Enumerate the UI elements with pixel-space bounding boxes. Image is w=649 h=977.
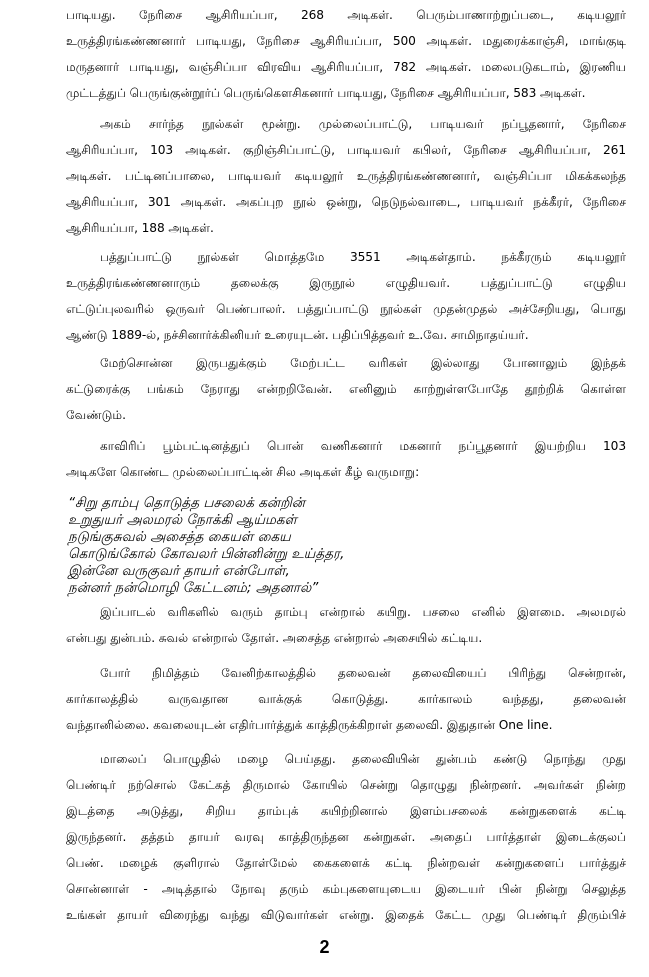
poem-line: நன்னர் நன்மொழி கேட்டனம்; அதனால்” — [68, 580, 319, 596]
poem-line: கொடுங்கோல் கோவலர் பின்னின்று உய்த்தர, — [68, 546, 345, 562]
paragraph-note — [66, 350, 626, 428]
paragraph-continuation — [66, 2, 626, 106]
poem-line: இன்னே வருகுவர் தாயர் என்போள், — [68, 563, 290, 579]
text-line: முட்டத்துப் பெருங்குன்றூர்ப் பெருங்கௌசிகனார் பாடியது, நேரிசை ஆசிரியப்பா, 583 அடிகள். — [66, 86, 586, 100]
text-line: இடத்தை அடுத்து, சிறிய தாம்புக் கயிற்றினால் இளம்பசலைக் கன்றுகளைக் கட்டி — [66, 804, 626, 818]
poem-line: உறுதுயர் அலமரல் நோக்கி ஆய்மகள் — [68, 512, 297, 528]
text-line: மருதனார் பாடியது, வஞ்சிப்பா விரவிய ஆசிரியப்பா, 782 அடிகள். மலைபடுகடாம், இரணிய — [66, 60, 626, 74]
poem-line: நடுங்குசுவல் அசைத்த கையள் கைய — [68, 529, 291, 545]
text-line: கார்காலத்தில் வருவதான வாக்குக் கொடுத்து. கார்காலம் வந்தது, தலைவன் — [66, 692, 626, 706]
text-line: என்பது துன்பம். சுவல் என்றால் தோள். அசைத்த என்றால் அசையில் கட்டிய. — [66, 631, 483, 645]
poem-line: “சிறு தாம்பு தொடுத்த பசலைக் கன்றின் — [68, 495, 305, 511]
text-line: பாடியது. நேரிசை ஆசிரியப்பா, 268 அடிகள். பெரும்பாணாற்றுப்படை, கடியலூர் — [66, 8, 626, 22]
text-line: ஆசிரியப்பா, 103 அடிகள். குறிஞ்சிப்பாட்டு, பாடியவர் கபிலர், நேரிசை ஆசிரியப்பா, 261 — [66, 143, 626, 157]
text-line: இப்பாடல் வரிகளில் வரும் தாம்பு என்றால் கயிறு. பசலை எனில் இளமை. அலமரல் — [100, 605, 626, 619]
text-line: வேண்டும். — [66, 408, 126, 422]
text-line: ஆசிரியப்பா, 188 அடிகள். — [66, 221, 214, 235]
paragraph-evening-rain — [66, 746, 626, 928]
paragraph-one-line — [66, 660, 626, 738]
text-line: மாலைப் பொழுதில் மழை பெய்தது. தலைவியின் துன்பம் கண்டு நொந்து முது — [100, 752, 626, 766]
text-line: போர் நிமித்தம் வேனிற்காலத்தில் தலைவன் தலைவியைப் பிரிந்து சென்றான், — [100, 666, 626, 680]
text-line: சொன்னாள் - அடித்தால் நோவு தரும் கம்புகளையுடைய இடையர் பின் நின்று செலுத்த — [66, 882, 626, 896]
text-line: வந்தானில்லை. கவலையுடன் எதிர்பார்த்துக் காத்திருக்கிறாள் தலைவி. இதுதான் One line. — [66, 718, 553, 732]
text-line: காவிரிப் பூம்பட்டினத்துப் பொன் வணிகனார் மகனார் நப்பூதனார் இயற்றிய 103 — [100, 439, 626, 453]
text-line: உங்கள் தாயர் விரைந்து வந்து விடுவார்கள் என்று. இதைக் கேட்ட முது பெண்டிர் திரும்பிச் — [66, 908, 626, 922]
paragraph-akam-books — [66, 111, 626, 241]
poem-quotation — [68, 495, 608, 597]
text-line: உருத்திரங்கண்ணனார் பாடியது, நேரிசை ஆசிரியப்பா, 500 அடிகள். மதுரைக்காஞ்சி, மாங்குடி — [66, 34, 626, 48]
text-line: அகம் சார்ந்த நூல்கள் மூன்று. முல்லைப்பாட்டு, பாடியவர் நப்பூதனார், நேரிசை — [100, 117, 626, 131]
text-line: உருத்திரங்கண்ணனாரும் தலைக்கு இருநூல் எழுதியவர். பத்துப்பாட்டு எழுதிய — [66, 276, 626, 290]
text-line: அடிகள். பட்டினப்பாலை, பாடியவர் கடியலூர் உருத்திரங்கண்ணனார், வஞ்சிப்பா மிகக்கலந்த — [66, 169, 626, 183]
text-line: ஆசிரியப்பா, 301 அடிகள். அகப்புற நூல் ஒன்று, நெடுநல்வாடை, பாடியவர் நக்கீரர், நேரிசை — [66, 195, 626, 209]
text-line: பத்துப்பாட்டு நூல்கள் மொத்தமே 3551 அடிகள்தாம். நக்கீரரும் கடியலூர் — [100, 250, 626, 264]
text-line: இருந்தனர். தத்தம் தாயர் வரவு காத்திருந்தன கன்றுகள். அதைப் பார்த்தாள் இடைக்குலப் — [66, 830, 626, 844]
text-line: எட்டுப்புலவரில் ஒருவர் பெண்பாலர். பத்துப்பாட்டு நூல்கள் முதன்முதல் அச்சேறியது, பொது — [66, 302, 626, 316]
paragraph-poem-intro — [66, 433, 626, 485]
text-line: கட்டுரைக்கு பங்கம் நேராது என்றறிவேன். எனினும் காற்றுள்ளபோதே தூற்றிக் கொள்ள — [66, 382, 626, 396]
paragraph-pathupattu-total — [66, 244, 626, 348]
text-line: பெண். மழைக் குளிரால் தோள்மேல் கைகளைக் கட்டி நின்றவள் கன்றுகளைப் பார்த்துச் — [66, 856, 626, 870]
text-line: அடிகளே கொண்ட முல்லைப்பாட்டின் சில அடிகள் கீழ் வருமாறு: — [66, 465, 420, 479]
paragraph-word-meanings — [66, 599, 626, 651]
text-line: மேற்சொன்ன இருபதுக்கும் மேற்பட்ட வரிகள் இல்லாது போனாலும் இந்தக் — [100, 356, 626, 370]
text-line: பெண்டிர் நற்சொல் கேட்கத் திருமால் கோயில் சென்று தொழுது நின்றனர். அவர்கள் நின்ற — [66, 778, 626, 792]
page-number: 2 — [319, 937, 330, 957]
text-line: ஆண்டு 1889-ல், நச்சினார்க்கினியர் உரையுடன். பதிப்பித்தவர் உ.வே. சாமிநாதய்யர். — [66, 328, 529, 342]
